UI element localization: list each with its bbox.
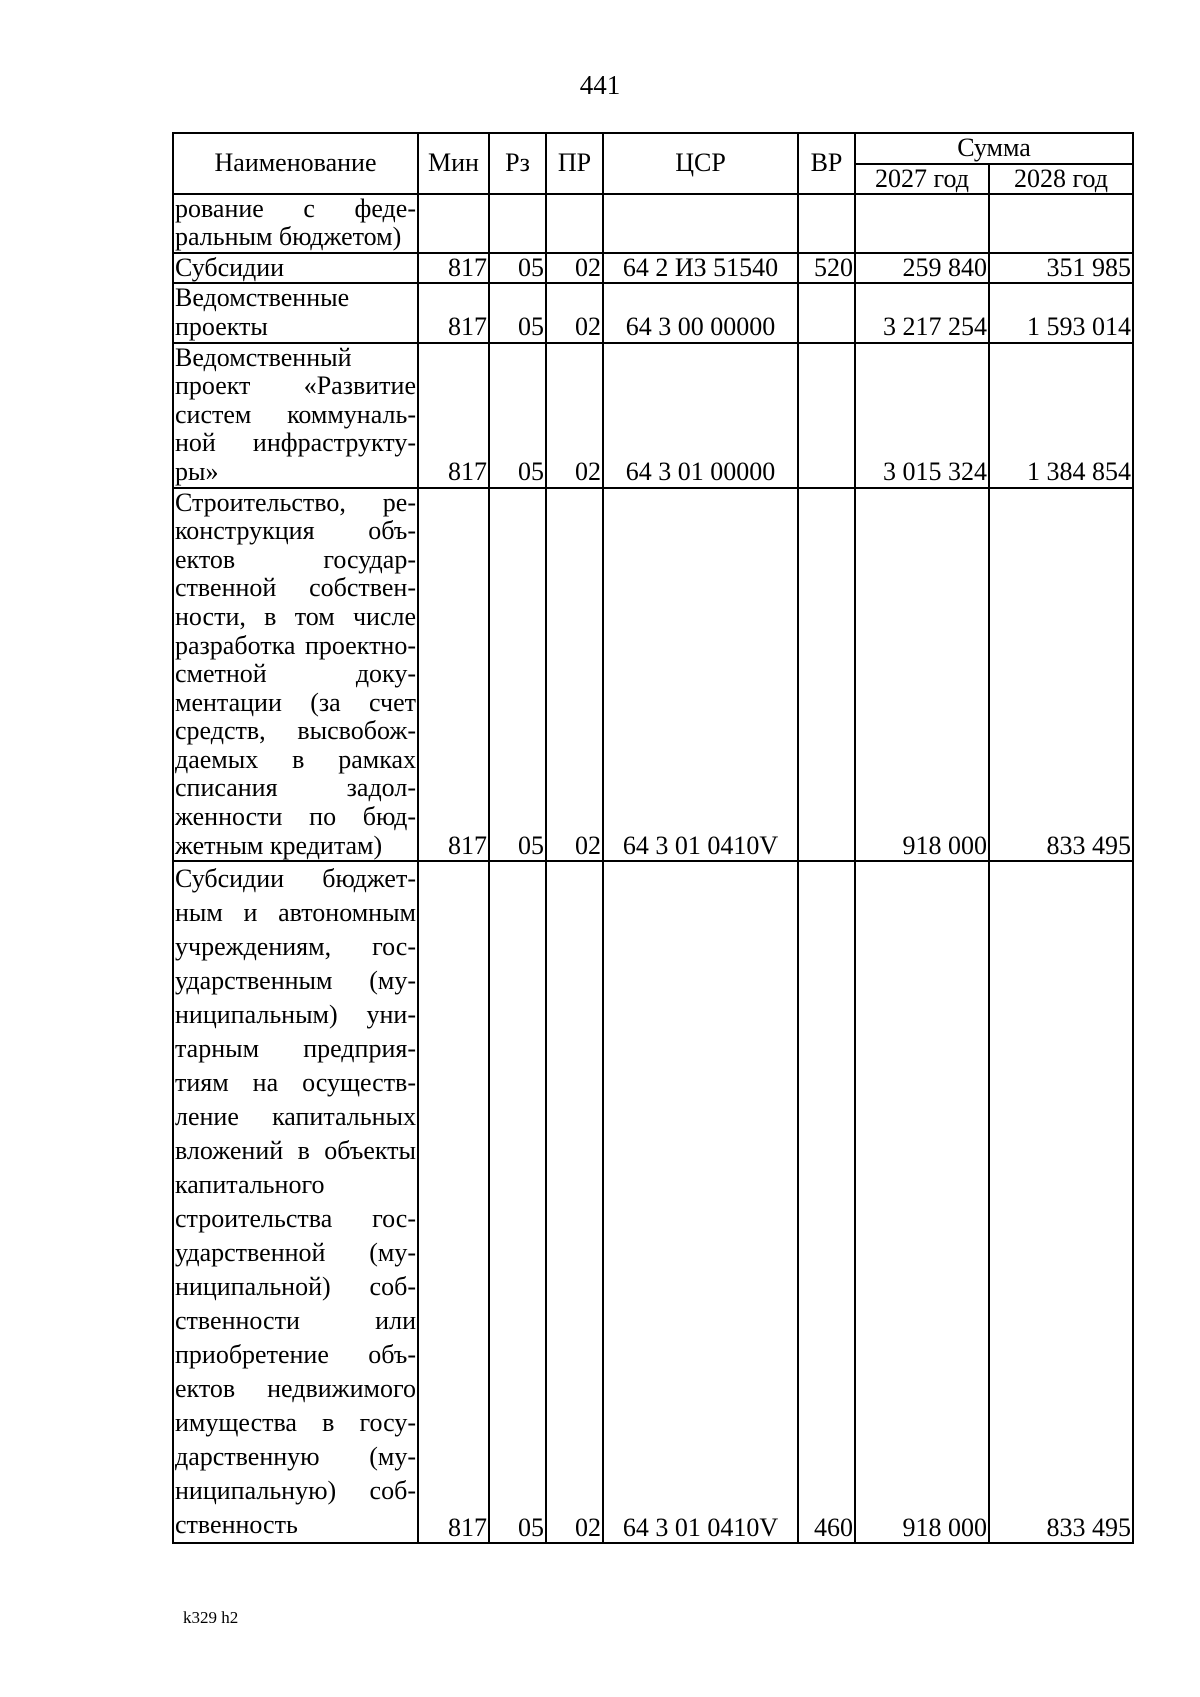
row-min: 817 — [418, 253, 489, 284]
header-pr: ПР — [546, 133, 603, 194]
row-vr — [798, 283, 855, 342]
row-name: Строительство, реконструкция объектов государственной собственности, в том числе разработка проектно-сметной документации (за счет средств, высвобождаемых в рамках списания задолженности по бюджетным кредитам) — [175, 487, 416, 860]
row-pr: 02 — [546, 488, 603, 862]
row-vr — [798, 488, 855, 862]
row-2027: 918 000 — [855, 861, 989, 1543]
row-min: 817 — [418, 283, 489, 342]
row-rz: 05 — [489, 253, 546, 284]
row-rz: 05 — [489, 488, 546, 862]
row-csr: 64 3 01 00000 — [603, 343, 798, 488]
table-row — [173, 343, 1133, 488]
row-min: 817 — [418, 861, 489, 1543]
row-vr: 520 — [798, 253, 855, 284]
footer-code: k329 h2 — [183, 1608, 239, 1627]
row-csr: 64 3 01 0410V — [603, 488, 798, 862]
row-2028 — [989, 194, 1133, 253]
table-row — [173, 861, 1133, 1543]
header-year-2027: 2027 год — [855, 164, 989, 194]
header-name: Наименование — [173, 133, 418, 194]
row-name: Ведомственные проекты — [173, 283, 418, 342]
table-row — [173, 253, 1133, 284]
row-rz: 05 — [489, 283, 546, 342]
row-vr — [798, 343, 855, 488]
row-2027: 3 217 254 — [855, 283, 989, 342]
header-min: Мин — [418, 133, 489, 194]
row-rz — [489, 194, 546, 253]
row-name: Субсидии бюджетным и автономным учреждениям, государственным (муниципальным) унитарным предприятиям на осуществление капитальных вложений в объекты капитального строительства государственной (муниципальной) собственности или приобретение объектов недвижимого имущества в государственную (муниципальную) собственность — [173, 861, 418, 1543]
page-number: 441 — [579, 70, 621, 100]
row-pr: 02 — [546, 861, 603, 1543]
table-row — [173, 283, 1133, 342]
row-rz: 05 — [489, 343, 546, 488]
row-2027: 3 015 324 — [855, 343, 989, 488]
row-name: рование с федеральным бюджетом) — [175, 193, 416, 252]
row-2028: 833 495 — [989, 488, 1133, 862]
row-2028: 1 593 014 — [989, 283, 1133, 342]
budget-table — [172, 132, 1134, 1544]
row-min: 817 — [418, 343, 489, 488]
row-rz: 05 — [489, 861, 546, 1543]
row-csr: 64 3 00 00000 — [603, 283, 798, 342]
row-csr — [603, 194, 798, 253]
row-name: Ведомственный проект «Развитие систем коммунальной инфраструктуры» — [175, 342, 416, 486]
table-row — [173, 488, 1133, 862]
row-2028: 351 985 — [989, 253, 1133, 284]
row-pr: 02 — [546, 343, 603, 488]
row-pr: 02 — [546, 253, 603, 284]
row-min: 817 — [418, 488, 489, 862]
row-2027 — [855, 194, 989, 253]
row-min — [418, 194, 489, 253]
header-vr: ВР — [798, 133, 855, 194]
row-2028: 1 384 854 — [989, 343, 1133, 488]
row-csr: 64 3 01 0410V — [603, 861, 798, 1543]
row-vr: 460 — [798, 861, 855, 1543]
row-pr — [546, 194, 603, 253]
row-2028: 833 495 — [989, 861, 1133, 1543]
row-vr — [798, 194, 855, 253]
row-name: Субсидии — [173, 253, 418, 284]
header-year-2028: 2028 год — [989, 164, 1133, 194]
row-2027: 918 000 — [855, 488, 989, 862]
row-2027: 259 840 — [855, 253, 989, 284]
row-csr: 64 2 ИЗ 51540 — [603, 253, 798, 284]
row-pr: 02 — [546, 283, 603, 342]
header-csr: ЦСР — [603, 133, 798, 194]
header-sum: Сумма — [855, 133, 1133, 164]
table-row — [173, 194, 1133, 253]
header-rz: Рз — [489, 133, 546, 194]
